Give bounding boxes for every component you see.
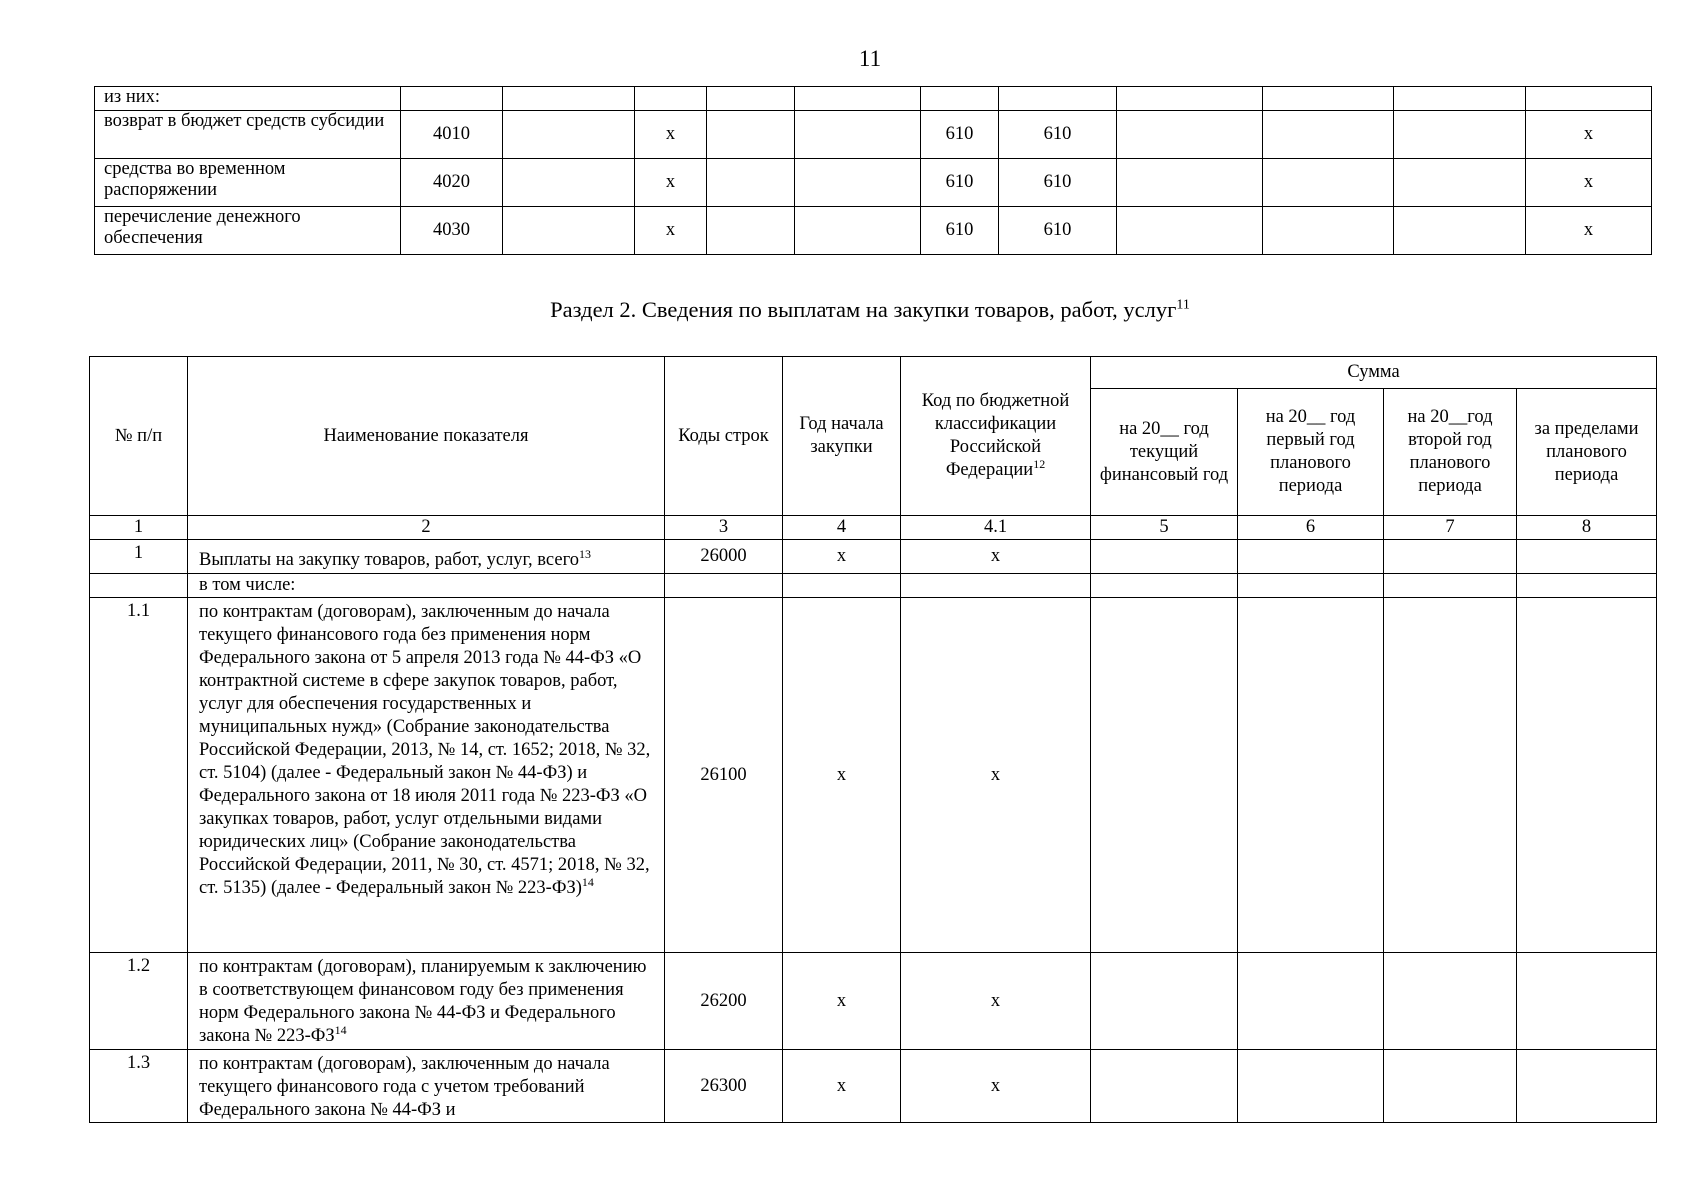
row-code: 4020 [401, 159, 503, 207]
row-name-text: по контрактам (договорам), планируемым к заключению в соответствующем финансовом году без применения норм Федерального закона № 44-ФЗ и Федерального закона № 223-ФЗ [199, 957, 647, 1046]
cell [1238, 1050, 1384, 1123]
cell [1091, 953, 1238, 1050]
cell: x [1526, 159, 1652, 207]
row-code: 26300 [665, 1050, 783, 1123]
cell: x [1526, 111, 1652, 159]
page-number: 11 [858, 46, 882, 71]
cell [503, 207, 635, 255]
col-number: 8 [1517, 516, 1657, 540]
cell [1384, 953, 1517, 1050]
col-number: 1 [90, 516, 188, 540]
cell [503, 87, 635, 111]
cell [1091, 540, 1238, 574]
row-code: 26100 [665, 598, 783, 953]
cell [1238, 953, 1384, 1050]
cell: 610 [999, 207, 1117, 255]
cell: 610 [921, 207, 999, 255]
cell [1117, 207, 1263, 255]
row-kbk: x [901, 598, 1091, 953]
cell [795, 159, 921, 207]
row-kbk: x [901, 953, 1091, 1050]
cell [795, 207, 921, 255]
table-row [95, 207, 1652, 255]
footnote-mark: 11 [1176, 297, 1190, 313]
cell [795, 111, 921, 159]
cell [1091, 1050, 1238, 1123]
table-row [90, 1050, 1657, 1123]
cell [795, 87, 921, 111]
cell [1394, 159, 1526, 207]
cell [1091, 598, 1238, 953]
header-num: № п/п [90, 357, 188, 516]
cell: 610 [999, 111, 1117, 159]
row-year: x [783, 953, 901, 1050]
cell [1384, 598, 1517, 953]
footnote-mark: 12 [1033, 456, 1046, 471]
row-code [665, 574, 783, 598]
cell [707, 207, 795, 255]
row-name: перечисление денежного обеспечения [95, 207, 401, 255]
cell [1394, 111, 1526, 159]
cell [1517, 574, 1657, 598]
col-number: 3 [665, 516, 783, 540]
cell [1394, 207, 1526, 255]
col-number: 7 [1384, 516, 1517, 540]
row-year [783, 574, 901, 598]
cell [503, 111, 635, 159]
cell [1526, 87, 1652, 111]
header-codes: Коды строк [665, 357, 783, 516]
cell: x [635, 207, 707, 255]
row-num: 1.1 [90, 598, 188, 953]
row-kbk: x [901, 1050, 1091, 1123]
header-year-current: на 20__ год текущий финансовый год [1091, 389, 1238, 516]
row-num [90, 574, 188, 598]
col-number: 4 [783, 516, 901, 540]
cell [1238, 540, 1384, 574]
cell [1263, 111, 1394, 159]
table-row [95, 159, 1652, 207]
row-name: из них: [95, 87, 401, 111]
row-year: x [783, 540, 901, 574]
cell [635, 87, 707, 111]
header-kbk [901, 357, 1091, 516]
cell [707, 159, 795, 207]
row-name: средства во временном распоряжении [95, 159, 401, 207]
col-number: 6 [1238, 516, 1384, 540]
table-row [90, 540, 1657, 574]
row-name [188, 953, 665, 1050]
row-name: возврат в бюджет средств субсидии [95, 111, 401, 159]
header-kbk-text: Код по бюджетной классификации Российской Федерации [921, 391, 1070, 480]
header-year-second: на 20__год второй год планового периода [1384, 389, 1517, 516]
cell [1263, 207, 1394, 255]
row-num: 1.2 [90, 953, 188, 1050]
cell [1238, 598, 1384, 953]
row-code: 4030 [401, 207, 503, 255]
row-kbk [901, 574, 1091, 598]
cell: 610 [999, 159, 1117, 207]
cell [707, 111, 795, 159]
cell [503, 159, 635, 207]
row-num: 1.3 [90, 1050, 188, 1123]
row-name-text: Выплаты на закупку товаров, работ, услуг, всего [199, 550, 579, 570]
cell [1517, 1050, 1657, 1123]
section2-table [89, 356, 1657, 1123]
row-code: 26200 [665, 953, 783, 1050]
section-title [0, 297, 1698, 323]
cell: x [635, 159, 707, 207]
col-number: 2 [188, 516, 665, 540]
row-name [188, 540, 665, 574]
footnote-mark: 13 [578, 546, 591, 561]
cell [1517, 953, 1657, 1050]
table-row [90, 598, 1657, 953]
footnote-mark: 14 [581, 874, 594, 889]
cell [1263, 87, 1394, 111]
row-kbk: x [901, 540, 1091, 574]
footnote-mark: 14 [334, 1022, 347, 1037]
cell [1517, 540, 1657, 574]
column-number-row [90, 516, 1657, 540]
cell [1117, 159, 1263, 207]
cell [1263, 159, 1394, 207]
cell [1091, 574, 1238, 598]
row-name: в том числе: [188, 574, 665, 598]
row-num: 1 [90, 540, 188, 574]
cell [1384, 540, 1517, 574]
table-row [90, 574, 1657, 598]
cell [1384, 1050, 1517, 1123]
table-row [95, 111, 1652, 159]
header-row [90, 357, 1657, 389]
continuation-table [94, 86, 1652, 255]
cell [707, 87, 795, 111]
table-row [95, 87, 1652, 111]
header-year: Год начала закупки [783, 357, 901, 516]
row-year: x [783, 1050, 901, 1123]
cell [999, 87, 1117, 111]
row-name-text: по контрактам (договорам), заключенным до начала текущего финансового года без применения норм Федерального закона от 5 апреля 2013 года № 44-ФЗ «О контрактной системе в сфере закупок товаров, работ, услуг для обеспечения государственных и муниципальных нужд» (Собрание законодательства Российской Федерации, 2013, № 14, ст. 1652; 2018, № 32, ст. 5104) (далее - Федеральный закон № 44-ФЗ) и Федерального закона от 18 июля 2011 года № 223-ФЗ «О закупках товаров, работ, услуг отдельными видами юридических лиц» (Собрание законодательства Российской Федерации, 2011, № 30, ст. 4571; 2018, № 32, ст. 5135) (далее - Федеральный закон № 223-ФЗ) [199, 602, 651, 898]
cell: x [1526, 207, 1652, 255]
row-code: 26000 [665, 540, 783, 574]
cell [1384, 574, 1517, 598]
col-number: 5 [1091, 516, 1238, 540]
cell: 610 [921, 159, 999, 207]
cell: x [635, 111, 707, 159]
cell [1238, 574, 1384, 598]
row-code [401, 87, 503, 111]
header-sum: Сумма [1091, 357, 1657, 389]
table-row [90, 953, 1657, 1050]
cell [1517, 598, 1657, 953]
cell [1117, 111, 1263, 159]
cell [921, 87, 999, 111]
cell [1394, 87, 1526, 111]
row-year: x [783, 598, 901, 953]
header-year-first: на 20__ год первый год планового периода [1238, 389, 1384, 516]
cell [1117, 87, 1263, 111]
header-name: Наименование показателя [188, 357, 665, 516]
header-beyond: за пределами планового периода [1517, 389, 1657, 516]
row-name: по контрактам (договорам), заключенным до начала текущего финансового года с учетом требований Федерального закона № 44-ФЗ и [188, 1050, 665, 1123]
col-number: 4.1 [901, 516, 1091, 540]
row-code: 4010 [401, 111, 503, 159]
cell: 610 [921, 111, 999, 159]
row-name [188, 598, 665, 953]
section-title-text: Раздел 2. Сведения по выплатам на закупки товаров, работ, услуг [550, 297, 1177, 322]
